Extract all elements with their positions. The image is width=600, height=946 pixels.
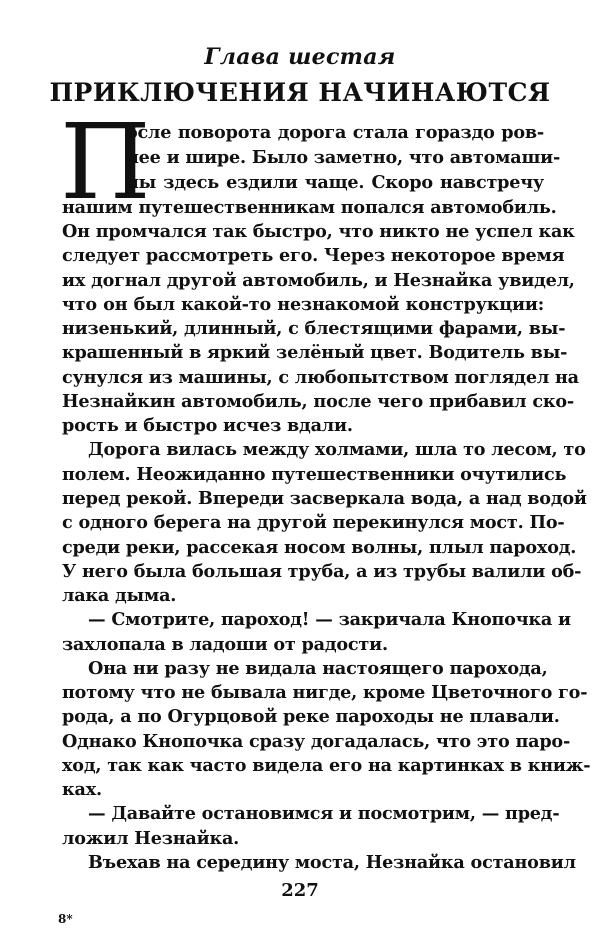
text-line: осле поворота дорога стала гораздо ров- — [126, 122, 544, 143]
text-line: рость и быстро исчез вдали. — [62, 415, 353, 437]
text-line: полем. Неожиданно путешественники очутились — [62, 463, 567, 485]
text-line: Незнайкин автомобиль, после чего прибавил ско- — [62, 390, 574, 412]
drop-cap: П — [60, 101, 151, 223]
text-line: что он был какой-то незнакомой конструкции: — [62, 293, 544, 315]
text-line: захлопала в ладоши от радости. — [62, 633, 388, 655]
chapter-number: Глава шестая — [204, 44, 396, 70]
signature-mark: 8* — [58, 912, 73, 926]
text-line: нее и шире. Было заметно, что автомаши- — [126, 147, 561, 169]
text-line: с одного берега на другой перекинулся мост. По- — [62, 512, 565, 534]
text-line: нашим путешественникам попался автомобиль. — [62, 196, 557, 218]
text-line: потому что не бывала нигде, кроме Цветочного го- — [62, 682, 588, 704]
text-line: — Смотрите, пароход! — закричала Кнопочка и — [88, 609, 571, 631]
text-line: ход, так как часто видела его на картинках в книж- — [62, 754, 591, 776]
text-line: их догнал другой автомобиль, и Незнайка увидел, — [62, 269, 575, 291]
text-line: лака дыма. — [62, 585, 177, 607]
text-line: Въехав на середину моста, Незнайка остановил — [88, 852, 576, 873]
text-line: крашенный в яркий зелёный цвет. Водитель вы- — [62, 342, 568, 364]
text-line: Он промчался так быстро, что никто не успел как — [62, 221, 575, 243]
text-line: — Давайте остановимся и посмотрим, — пред- — [88, 803, 560, 825]
text-line: Она ни разу не видала настоящего парохода, — [88, 657, 548, 679]
text-line: сунулся из машины, с любопытством поглядел на — [62, 366, 579, 388]
page-number: 227 — [281, 880, 319, 901]
text-line: Дорога вилась между холмами, шла то лесом, то — [88, 439, 586, 461]
text-line: У него была большая труба, а из трубы валили об- — [62, 560, 582, 582]
text-line: ложил Незнайка. — [62, 827, 240, 849]
text-line: Однако Кнопочка сразу догадалась, что это паро- — [62, 730, 571, 752]
text-line: следует рассмотреть его. Через некоторое время — [62, 245, 565, 267]
text-line: среди реки, рассекая носом волны, плыл пароход. — [62, 536, 577, 558]
chapter-title: ПРИКЛЮЧЕНИЯ НАЧИНАЮТСЯ — [49, 78, 551, 107]
text-line: низенький, длинный, с блестящими фарами, вы- — [62, 318, 566, 340]
text-line: перед рекой. Впереди засверкала вода, а над водой — [62, 487, 587, 509]
text-line: ках. — [62, 779, 102, 801]
text-line: ны здесь ездили чаще. Скоро навстречу — [126, 172, 544, 194]
text-line: рода, а по Огурцовой реке пароходы не плавали. — [62, 706, 560, 728]
